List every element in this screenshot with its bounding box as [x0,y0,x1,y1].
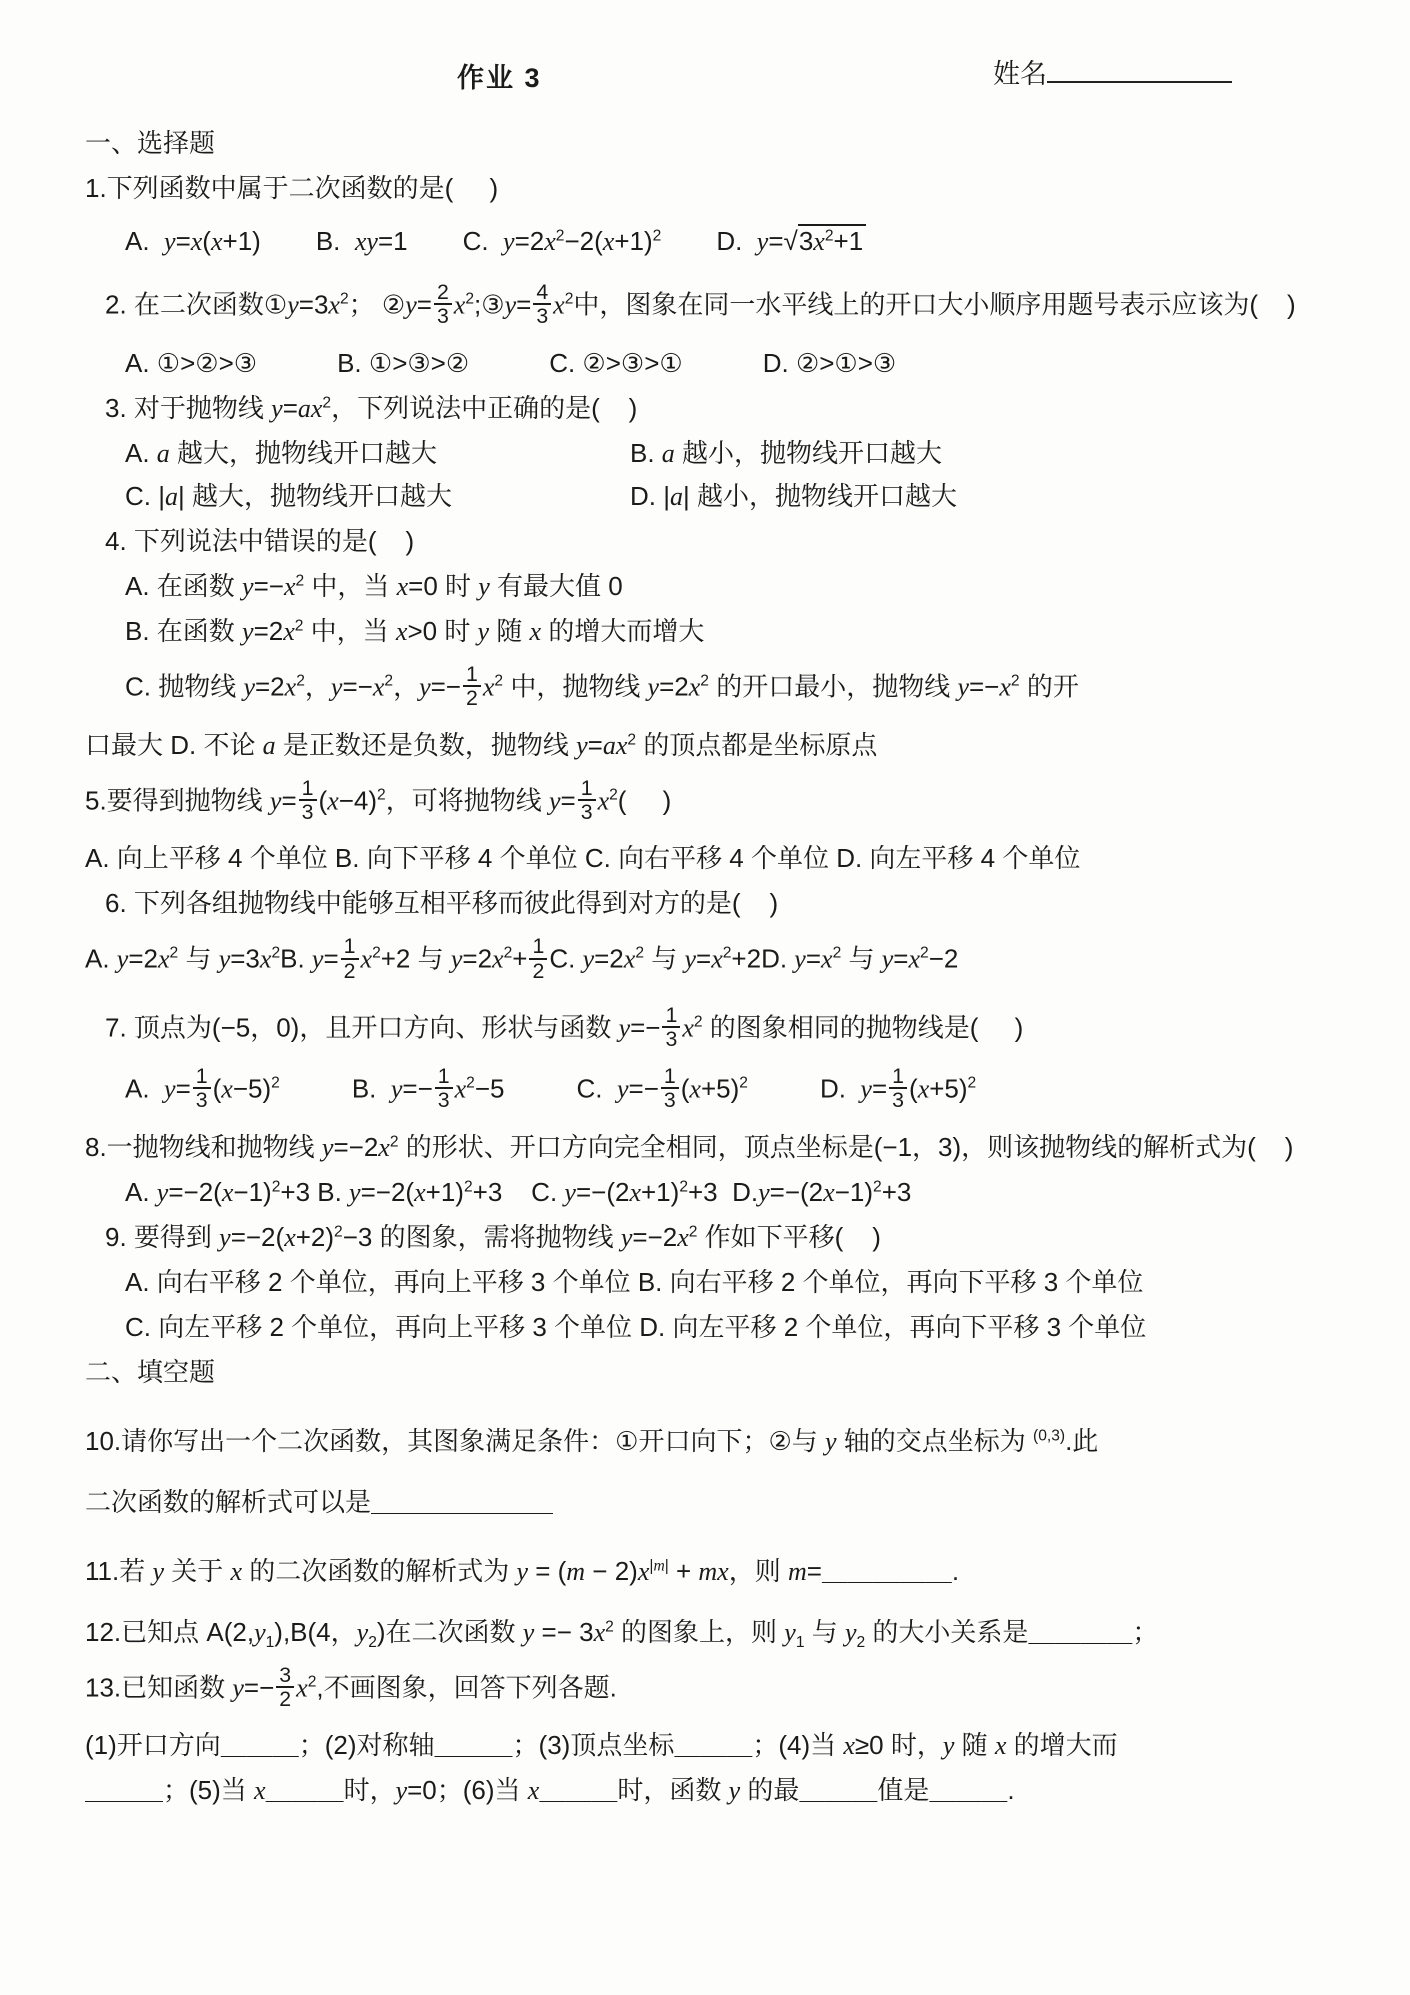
q8-stem: 8.一抛物线和抛物线 $y=-2x^2$ 的形状、开口方向完全相同，顶点坐标是(−1，3)，则该抛物线的解析式为( ) [85,1131,1294,1162]
q5-options: A. 向上平移 4 个单位 B. 向下平移 4 个单位 C. 向右平移 4 个单位 D. 向左平移 4 个单位 [85,843,1081,874]
q3-option-d: D. |a| 越小，抛物线开口越大 [630,480,957,511]
question-8 [85,1128,1340,1212]
question-9 [85,1218,1340,1347]
q4-option-a: A. 在函数 $y=-x^2$ 中，当 x=0 时 y 有最大值 0 [125,570,623,601]
q1-options [85,222,1340,261]
q6-stem: 6. 下列各组抛物线中能够互相平移而彼此得到对方的是( ) [105,888,779,919]
question-13 [85,1662,1340,1811]
q2-stem: 2. 在二次函数$①y=3x^2$； ②y= $\frac{2}{3}$ $x^2;③y=$ $\frac{4}{3}$ $x^2$中，图象在同一水平线上的开口大小顺序用题号表示应该为( ) [105,280,1296,329]
q9-stem: 9. 要得到 $y=-2(x+2)^2-3$ 的图象，需将抛物线 $y=-2x^2$ 作如下平移( ) [105,1221,881,1252]
name-blank-line [1047,54,1232,83]
section-heading-choice: 一、选择题 [85,128,216,158]
name-field [993,54,1232,95]
q12-text: 12.已知点 $A(2,y_1),B(4$，$y_2$)在二次函数 $y =- 3x^2$ 的图象上，则 $y_1$ 与 $y_2$ 的大小关系是＿＿＿＿； [85,1616,1159,1651]
q9-options-cd: C. 向左平移 2 个单位，再向上平移 3 个单位 D. 向左平移 2 个单位，再向下平移 3 个单位 [125,1311,1147,1342]
q10-line2: 二次函数的解析式可以是＿＿＿＿＿＿＿ [85,1486,554,1517]
q2-options [85,344,1340,383]
q1-stem: 1.下列函数中属于二次函数的是( ) [85,173,499,203]
q2-option-c: C. ②>③>① [549,347,683,378]
q3-option-c: C. |a| 越大，抛物线开口越大 [125,480,452,511]
question-1 [85,169,1340,261]
q1-option-c: C. $y=2x^2-2(x+1)^2$ [462,226,662,256]
q3-option-b: B. a 越小，抛物线开口越大 [630,437,943,468]
q6-options: A. $y=2x^2$ 与 $y=3x^2B$. y= $\frac{1}{2}$ $x^2+2$ 与 $y=2x^2+$ $\frac{1}{2}$ C. $y=2x^2$ 与 $y=x^2+2D$. $y=x^2$ 与 $y=x^2-2$ [85,934,959,983]
q10-line1: 10.请你写出一个二次函数，其图象满足条件：①开口向下；②与 y 轴的交点坐标为 $^{(0,3)}$.此 [85,1425,1099,1456]
q7-options [85,1063,1340,1114]
question-3 [85,389,1340,516]
q11-text: 11.若 y 关于 x 的二次函数的解析式为 $y = (m - 2)x^{|m|}$ + mx，则 m=＿＿＿＿＿. [85,1555,960,1586]
q13-stem: 13.已知函数 y=− $\frac{3}{2}$ $x^2$,不画图象，回答下列各题. [85,1662,617,1711]
q8-options: A. $y=-2(x-1)^2+3$ B. $y=-2(x+1)^2+3$ C. $y=-(2x+1)^2+3$ $D.y=-(2x-1)^2+3$ [125,1176,912,1207]
question-2 [85,280,1340,383]
q7-option-b: B. y=− $\frac{1}{3}$ $x^2-5$ [351,1063,505,1113]
q1-option-b: B. xy=1 [315,226,408,256]
q1-option-a: A. y=x(x+1) [125,226,261,256]
q1-option-d: D. $y=√3x^2+1$ [716,222,866,261]
question-10 [85,1422,1340,1522]
q7-option-a: A. y= $\frac{1}{3}$ $(x-5)^2$ [125,1063,280,1113]
q4-option-d: 口最大 D. 不论 a 是正数还是负数，抛物线 $y=ax^2$ 的顶点都是坐标原点 [85,729,878,760]
question-4 [85,522,1340,765]
question-5 [85,775,1340,879]
q7-option-d: D. y= $\frac{1}{3}$ $(x+5)^2$ [819,1063,977,1113]
q3-option-a: A. a 越大，抛物线开口越大 [125,437,438,468]
q3-stem: 3. 对于抛物线 $y=ax^2$，下列说法中正确的是( ) [105,392,638,423]
question-11 [85,1552,1340,1591]
q3-options [85,434,1340,516]
q5-stem: 5.要得到抛物线 y= $\frac{1}{3}$ $(x-4)^2$，可将抛物线 y= $\frac{1}{3}$ $x^2$( ) [85,775,672,824]
q13-line2: ＿＿＿；(5)当 x＿＿＿时，y=0；(6)当 x＿＿＿时，函数 y 的最＿＿＿值是＿＿＿. [85,1775,1015,1806]
question-7 [85,1003,1340,1114]
q4-option-b: B. 在函数 $y=2x^2$ 中，当 x>0 时 y 随 x 的增大而增大 [125,615,705,646]
section-heading-fill: 二、填空题 [85,1356,216,1387]
q9-options-ab: A. 向右平移 2 个单位，再向上平移 3 个单位 B. 向右平移 2 个单位，再向下平移 3 个单位 [125,1266,1144,1297]
q13-line1: (1)开口方向＿＿＿；(2)对称轴＿＿＿；(3)顶点坐标＿＿＿；(4)当 x≥0 时，y 随 x 的增大而 [85,1730,1118,1761]
header [85,58,1340,120]
question-6 [85,884,1340,984]
name-label: 姓名 [993,59,1047,89]
q4-stem: 4. 下列说法中错误的是( ) [105,525,415,556]
page-title: 作业 3 [457,63,542,93]
q7-stem: 7. 顶点为(−5，0)，且开口方向、形状与函数 y=− $\frac{1}{3}$ $x^2$ 的图象相同的抛物线是( ) [105,1003,1024,1052]
question-12 [85,1613,1340,1652]
q7-option-c: C. y=− $\frac{1}{3}$ $(x+5)^2$ [576,1063,748,1113]
q2-option-b: B. ①>③>② [337,347,470,378]
q2-option-a: A. ①>②>③ [125,347,258,378]
q4-option-c: C. 抛物线 $y=2x^2$，$y=-x^2$，y=− $\frac{1}{2}$ $x^2$ 中，抛物线 $y=2x^2$ 的开口最小，抛物线 $y=-x^2$ 的开 [125,661,1079,711]
q2-option-d: D. ②>①>③ [762,347,897,378]
